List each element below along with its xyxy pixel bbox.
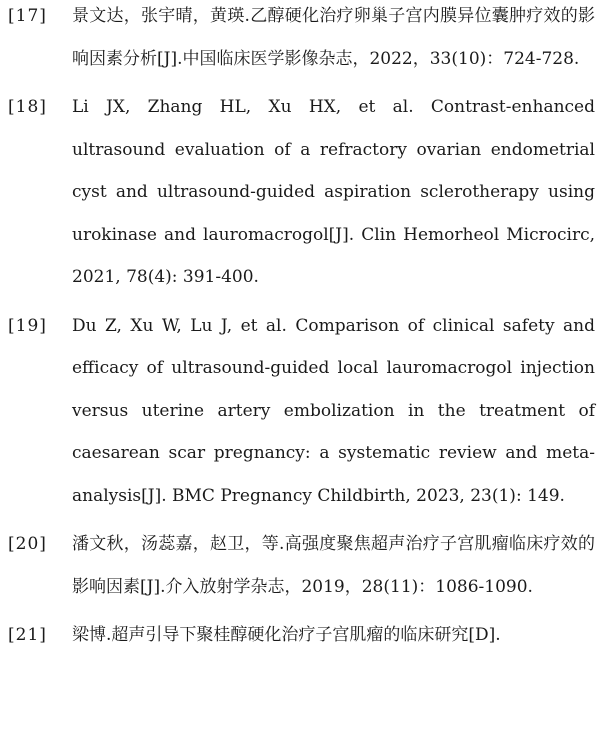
reference-item-19	[0, 305, 607, 518]
reference-number: [20]	[8, 534, 47, 554]
reference-text: 潘文秋，汤蕊嘉，赵卫，等.高强度聚焦超声治疗子宫肌瘤临床疗效的影响因素[J].介入放射学杂志，2019，28(11)：1086-1090.	[72, 534, 595, 597]
reference-item-21	[0, 614, 607, 657]
reference-number: [19]	[8, 315, 47, 336]
reference-item-20	[0, 523, 607, 608]
reference-text: 梁博.超声引导下聚桂醇硬化治疗子宫肌瘤的临床研究[D].	[72, 625, 501, 645]
reference-text: Li JX, Zhang HL, Xu HX, et al. Contrast-enhanced ultrasound evaluation of a refractory ovarian endometrial cyst and ultrasound-guided aspiration sclerotherapy using urokinase and lauromacrogol[J]. Clin Hemorheol Microcirc, 2021, 78(4): 391-400.	[72, 97, 595, 287]
reference-item-17	[0, 0, 607, 80]
reference-number: [21]	[8, 625, 47, 645]
reference-text: 景文达，张宇晴，黄瑛.乙醇硬化治疗卵巢子宫内膜异位囊肿疗效的影响因素分析[J].中国临床医学影像杂志，2022，33(10)：724-728.	[72, 6, 595, 69]
reference-number: [17]	[8, 6, 47, 26]
reference-number: [18]	[8, 97, 47, 117]
reference-text: Du Z, Xu W, Lu J, et al. Comparison of clinical safety and efficacy of ultrasound-guided local lauromacrogol injection versus uterine artery embolization in the treatment of caesarean scar pregnancy: a systematic review and meta-analysis[J]. BMC Pregnancy Childbirth, 2023, 23(1): 149.	[72, 315, 595, 506]
reference-item-18	[0, 86, 607, 299]
